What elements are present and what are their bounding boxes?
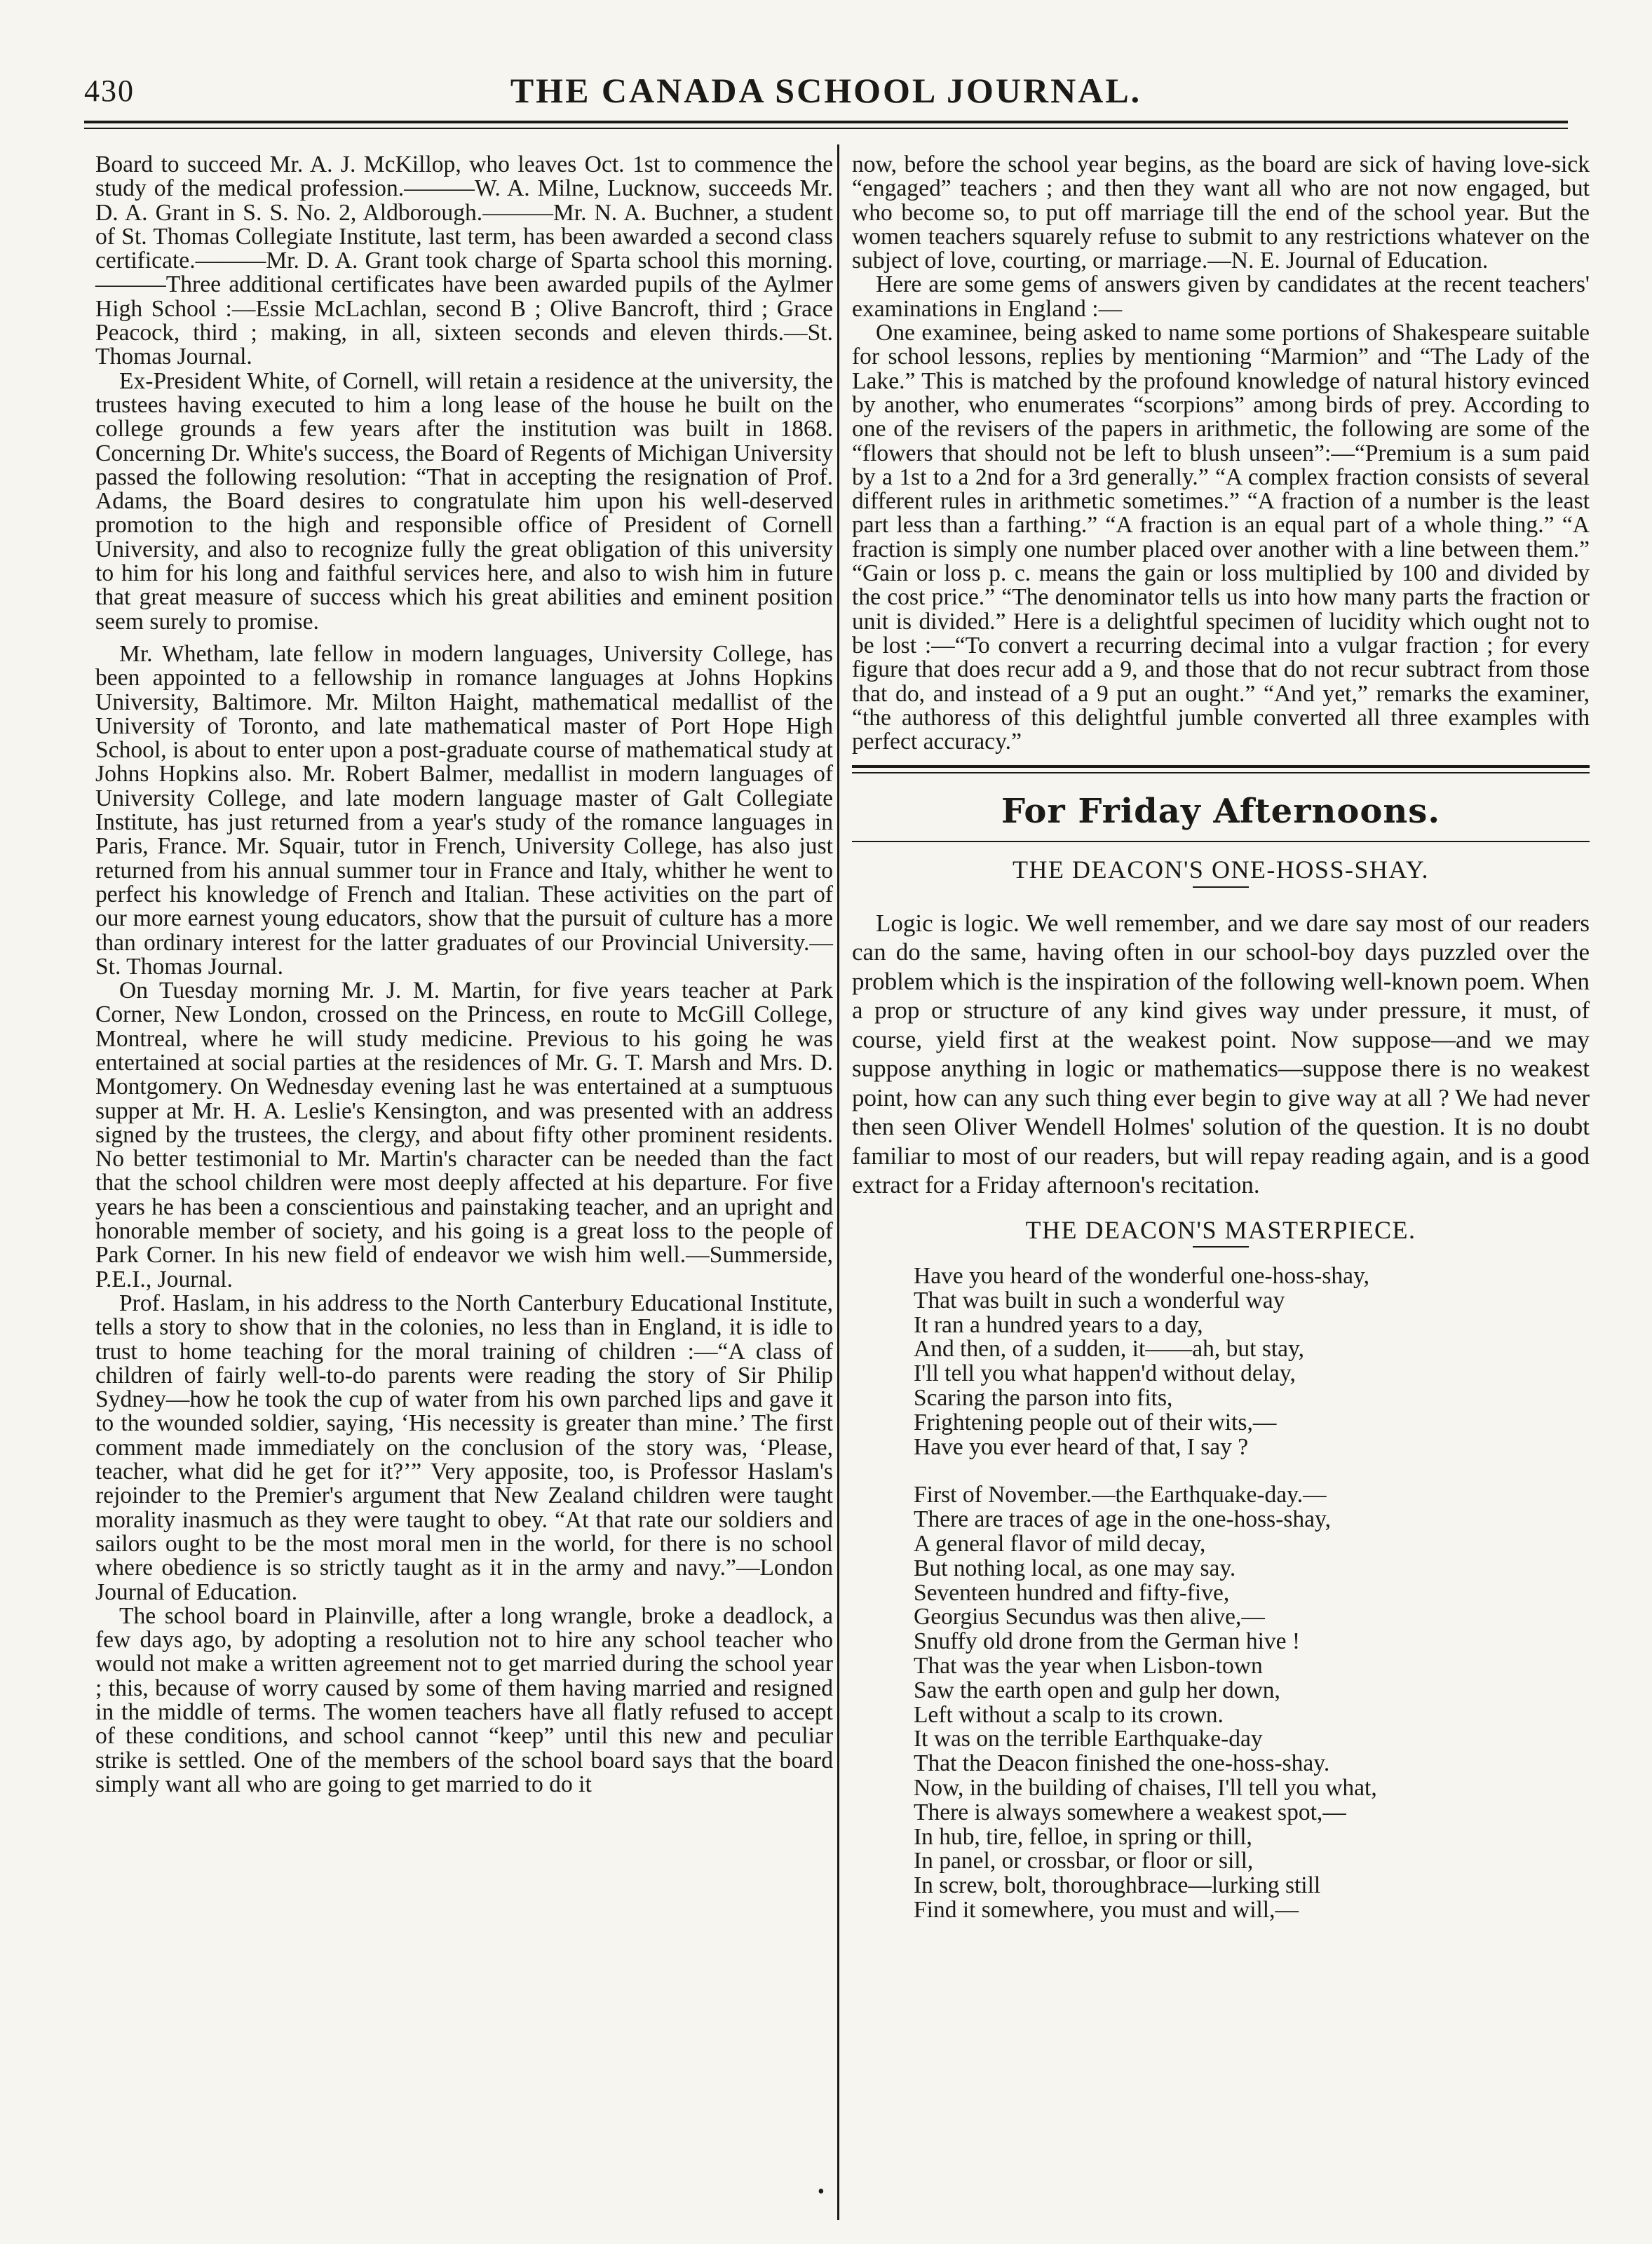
paragraph-haslam: Prof. Haslam, in his address to the North Canterbury Educational Institute, tells a story to show that in the colonies, no less than in England, it is idle to trust to home teaching for the moral training of children :—“A class of children of fairly well-to-do parents were reading the story of Sir Philip Sydney—how he took the cup of water from his own parched lips and gave it to the wounded soldier, saying, ‘His necessity is greater than mine.’ The first comment made immediately on the conclusion of the story was, ‘Please, teacher, what did he get for it?’” Very apposite, too, is Professor Haslam's rejoinder to the Premier's argument that New Zealand children were taught morality inasmuch as they were taught to obey. “At that rate our soldiers and sailors ought to be the most moral men in the world, for there is no school where obedience is so strictly taught as it in the army and navy.”—London Journal of Education. bbox=[95, 1290, 833, 1605]
intro bbox=[852, 909, 1590, 1200]
poem-line: It was on the terrible Earthquake-day bbox=[914, 1726, 1263, 1752]
poem-line: Frightening people out of their wits,— bbox=[914, 1409, 1277, 1435]
paragraph-whetham: Mr. Whetham, late fellow in modern languages, University College, has been appointed to a fellowship in romance languages at Johns Hopkins University, Baltimore. Mr. Milton Haight, mathematical medallist of the University of Toronto, and late mathematical master of Port Hope High School, is about to enter upon a post-graduate course of mathematical study at Johns Hopkins also. Mr. Robert Balmer, medallist in modern languages of University College, and late modern language master of Galt Collegiate Institute, has just returned from a year's study of the romance languages in Paris, France. Mr. Squair, tutor in French, University College, has also just returned from his annual summer tour in France and Italy, whither he went to perfect his knowledge of French and Italian. These activities on the part of our more earnest young educators, show that the pursuit of culture has a more than ordinary interest for the latter graduates of our Provincial University.—St. Thomas Journal. bbox=[95, 640, 833, 980]
paragraph-cornell-white: Ex-President White, of Cornell, will retain a residence at the university, the trustees having executed to him a long lease of the house he built on the college grounds a few years after the institution was built in 1868. Concerning Dr. White's success, the Board of Regents of Michigan University passed the following resolution: “That in accepting the resignation of Prof. Adams, the Board desires to congratulate him upon his well-deserved promotion to the high and responsible office of President of Cornell University, and also to recognize fully the great obligation of this university to him for his long and faithful services here, and also to wish him in future that great measure of success which his great abilities and eminent position seem surely to promise. bbox=[95, 367, 833, 635]
poem-line: Left without a scalp to its crown. bbox=[914, 1701, 1224, 1728]
poem-line: Snuffy old drone from the German hive ! bbox=[914, 1628, 1301, 1655]
poem bbox=[914, 1264, 1590, 1923]
poem-line: Saw the earth open and gulp her down, bbox=[914, 1677, 1280, 1703]
left-column bbox=[95, 153, 833, 2229]
poem-line: In panel, or crossbar, or floor or sill, bbox=[914, 1848, 1254, 1874]
poem-line: That was built in such a wonderful way bbox=[914, 1287, 1285, 1313]
poem-line: That the Deacon finished the one-hoss-shay. bbox=[914, 1750, 1330, 1777]
poem-line: Now, in the building of chaises, I'll tell you what, bbox=[914, 1774, 1377, 1801]
stanza-2 bbox=[914, 1483, 1590, 1922]
column-divider bbox=[837, 144, 839, 2220]
paragraph-gems-answers: One examinee, being asked to name some portions of Shakespeare suitable for school lessons, replies by mentioning “Marmion” and “The Lady of the Lake.” This is matched by the profound knowledge of natural history evinced by another, who enumerates “scorpions” among birds of prey. According to one of the revisers of the papers in arithmetic, the following are some of the “flowers that should not be left to blush unseen”:—“Premium is a sum paid by a 1st to a 2nd for a 3rd generally.” “A complex fraction consists of several different rules in arithmetic sometimes.” “A fraction of a number is the least part less than a farthing.” “A fraction is an equal part of a whole thing.” “A fraction is simply one number placed over another with a line between them.” “Gain or loss p. c. means the gain or loss multiplied by 100 and divided by the cost price.” “The denominator tells us into how many parts the fraction or unit is divided.” Here is a delightful specimen of lucidity which ought not to be lost :—“To convert a recurring decimal into a vulgar fraction ; for every figure that does recur add a 9, and those that do not recur subtract from those that do, and instead of a 9 put an ought.” “And yet,” remarks the examiner, “the authoress of this delightful jumble converted all three examples with perfect accuracy.” bbox=[852, 320, 1590, 755]
poem-line: First of November.—the Earthquake-day.— bbox=[914, 1482, 1327, 1508]
journal-title: THE CANADA SCHOOL JOURNAL. bbox=[510, 71, 1142, 110]
paragraph-gems-intro: Here are some gems of answers given by candidates at the recent teachers' examinations in England :— bbox=[852, 271, 1590, 322]
paragraph-st-thomas-appointments: Board to succeed Mr. A. J. McKillop, who leaves Oct. 1st to commence the study of the medical profession.———W. A. Milne, Lucknow, succeeds Mr. D. A. Grant in S. S. No. 2, Aldborough.———Mr. N. A. Buchner, a student of St. Thomas Collegiate Institute, last term, has been awarded a second class certificate.———Mr. D. A. Grant took charge of Sparta school this morning.———Three additional certificates have been awarded pupils of the Aylmer High School :—Essie McLachlan, second B ; Olive Bancroft, third ; Grace Peacock, third ; making, in all, sixteen seconds and eleven thirds.—St. Thomas Journal. bbox=[95, 151, 833, 370]
poem-line: Have you ever heard of that, I say ? bbox=[914, 1433, 1249, 1460]
poem-line: Seventeen hundred and fifty-five, bbox=[914, 1579, 1230, 1606]
header-rule-thick bbox=[84, 121, 1568, 123]
article-subtitle: THE DEACON'S ONE-HOSS-SHAY. bbox=[1012, 856, 1430, 884]
section-title: For Friday Afternoons. bbox=[1001, 792, 1441, 832]
poem-line: A general flavor of mild decay, bbox=[914, 1530, 1206, 1557]
poem-line: Scaring the parson into fits, bbox=[914, 1385, 1173, 1411]
section-underline bbox=[852, 841, 1590, 842]
poem-line: There is always somewhere a weakest spot,— bbox=[914, 1799, 1346, 1825]
paragraph-plainville-continued: now, before the school year begins, as the board are sick of having love-sick “engaged” teachers ; and then they want all who are not now engaged, but who become so, to put off marriage till the end of the school year. But the women teachers squarely refuse to submit to any restrictions whatever on the subject of love, courting, or marriage.—N. E. Journal of Education. bbox=[852, 151, 1590, 274]
poem-line: There are traces of age in the one-hoss-shay, bbox=[914, 1506, 1331, 1533]
print-mark: • bbox=[818, 2181, 825, 2203]
subtitle-rule bbox=[1193, 886, 1249, 888]
poem-line: And then, of a sudden, it——ah, but stay, bbox=[914, 1336, 1305, 1363]
paragraph-martin: On Tuesday morning Mr. J. M. Martin, for five years teacher at Park Corner, New London, crossed on the Princess, en route to McGill College, Montreal, where he will study medicine. Previous to his going he was entertained at social parties at the residences of Mr. G. T. Marsh and Mrs. D. Montgomery. On Wednesday evening last he was entertained at a sumptuous supper at Mr. H. A. Leslie's Kensington, and was presented with an address signed by the trustees, the clergy, and about fifty other prominent residents. No better testimonial to Mr. Martin's character can be needed than the fact that the school children were most deeply affected at his departure. For five years he has been a conscientious and painstaking teacher, and an upright and honorable member of society, and his going is a great loss to the people of Park Corner. In his new field of endeavor we wish him well.—Summerside, P.E.I., Journal. bbox=[95, 978, 833, 1292]
poem-line: In screw, bolt, thoroughbrace—lurking still bbox=[914, 1872, 1321, 1899]
poem-line: Find it somewhere, you must and will,— bbox=[914, 1896, 1299, 1923]
intro-paragraph: Logic is logic. We well remember, and we dare say most of our readers can do the same, having often in our school-boy days puzzled over the problem which is the inspiration of the following well-known poem. When a prop or structure of any kind gives way under pressure, it must, of course, yield first at the weakest point. Now suppose—and we may suppose anything in logic or mathematics—suppose there is no weakest point, how can any such thing ever begin to give way at all ? We had never then seen Oliver Wendell Holmes' solution of the question. It is no doubt familiar to most of our readers, but will repay reading again, and is a good extract for a Friday afternoon's recitation. bbox=[852, 909, 1590, 1199]
poem-title: THE DEACON'S MASTERPIECE. bbox=[1025, 1215, 1416, 1244]
poem-title-rule bbox=[1193, 1246, 1249, 1248]
right-column bbox=[852, 153, 1590, 1923]
poem-line: It ran a hundred years to a day, bbox=[914, 1311, 1203, 1338]
poem-line: I'll tell you what happen'd without delay, bbox=[914, 1360, 1296, 1387]
header-rule-thin bbox=[84, 128, 1568, 129]
poem-line: Have you heard of the wonderful one-hoss-shay, bbox=[914, 1263, 1369, 1290]
stanza-1 bbox=[914, 1264, 1590, 1459]
poem-line: But nothing local, as one may say. bbox=[914, 1555, 1236, 1581]
section-divider bbox=[852, 758, 1590, 789]
poem-line: That was the year when Lisbon-town bbox=[914, 1652, 1263, 1679]
page-number: 430 bbox=[84, 74, 135, 108]
poem-line: In hub, tire, felloe, in spring or thill, bbox=[914, 1823, 1252, 1850]
paragraph-plainville: The school board in Plainville, after a long wrangle, broke a deadlock, a few days ago, by adopting a resolution not to hire any school teacher who would not make a written agreement not to get married during the school year ; this, because of worry caused by some of them having married and resigned in the middle of terms. The women teachers have all flatly refused to accept of these conditions, and school cannot “keep” until this new and peculiar strike is settled. One of the members of the school board says that the board simply want all who are going to get married to do it bbox=[95, 1602, 833, 1797]
poem-line: Georgius Secundus was then alive,— bbox=[914, 1604, 1265, 1630]
